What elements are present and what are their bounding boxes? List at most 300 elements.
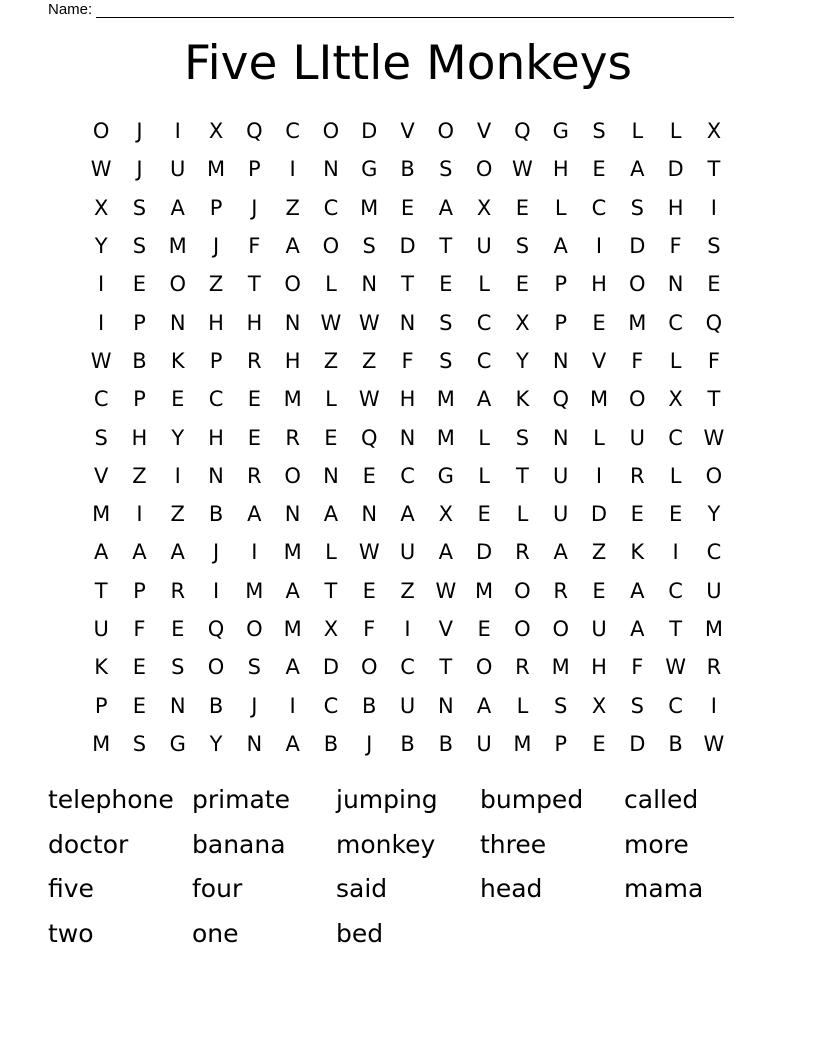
grid-letter[interactable]: J <box>366 731 373 756</box>
grid-letter[interactable]: E <box>592 310 606 335</box>
grid-letter[interactable]: Q <box>514 119 531 144</box>
grid-letter[interactable]: N <box>361 502 378 527</box>
grid-letter[interactable]: M <box>206 157 226 182</box>
grid-letter[interactable]: Z <box>323 348 339 373</box>
grid-letter[interactable]: S <box>630 693 644 718</box>
grid-letter[interactable]: A <box>438 540 453 565</box>
grid-letter[interactable]: X <box>93 195 109 220</box>
word-list-item: bed <box>336 918 384 948</box>
grid-letter[interactable]: O <box>207 655 225 680</box>
grid-letter[interactable]: P <box>554 731 568 756</box>
grid-letter[interactable]: Z <box>208 272 224 297</box>
grid-letter[interactable]: S <box>171 655 185 680</box>
grid-letter[interactable]: O <box>629 387 646 412</box>
grid-letter[interactable]: N <box>552 348 569 373</box>
grid-letter[interactable]: A <box>170 195 185 220</box>
grid-letter[interactable]: U <box>399 540 416 565</box>
grid-letter[interactable]: F <box>631 348 644 373</box>
grid-letter[interactable]: D <box>629 731 646 756</box>
grid-letter[interactable]: V <box>400 119 415 144</box>
grid-letter[interactable]: X <box>706 119 722 144</box>
grid-letter[interactable]: S <box>707 234 721 259</box>
grid-letter[interactable]: K <box>630 540 645 565</box>
grid-letter[interactable]: Q <box>360 425 378 450</box>
grid-letter[interactable]: A <box>285 731 300 756</box>
grid-letter[interactable]: A <box>285 655 300 680</box>
grid-letter[interactable]: L <box>631 119 644 144</box>
grid-letter[interactable]: O <box>514 578 531 603</box>
grid-letter[interactable]: E <box>132 655 147 680</box>
grid-letter[interactable]: Z <box>132 463 147 488</box>
grid-letter[interactable]: R <box>247 348 262 373</box>
grid-letter[interactable]: S <box>132 731 147 756</box>
grid-letter[interactable]: R <box>170 578 186 603</box>
grid-letter[interactable]: G <box>552 119 569 144</box>
grid-letter[interactable]: M <box>360 195 379 220</box>
grid-letter[interactable]: C <box>323 693 339 718</box>
grid-letter[interactable]: T <box>247 272 261 297</box>
grid-letter[interactable]: B <box>323 731 339 756</box>
word-list-item: jumping <box>336 785 438 814</box>
grid-letter[interactable]: A <box>553 540 568 565</box>
grid-letter[interactable]: U <box>476 234 492 259</box>
grid-letter[interactable]: I <box>174 119 181 144</box>
grid-letter[interactable]: Z <box>362 348 377 373</box>
grid-letter[interactable]: X <box>476 195 492 220</box>
grid-letter[interactable]: D <box>590 502 608 527</box>
grid-letter[interactable]: H <box>552 157 569 182</box>
grid-letter[interactable]: H <box>246 310 263 335</box>
grid-letter[interactable]: D <box>322 655 340 680</box>
grid-letter[interactable]: O <box>322 119 340 144</box>
grid-letter[interactable]: R <box>515 655 530 680</box>
grid-letter[interactable]: B <box>438 731 454 756</box>
grid-letter[interactable]: Y <box>94 234 108 259</box>
grid-letter[interactable]: C <box>668 425 683 450</box>
grid-letter[interactable]: L <box>325 540 337 565</box>
grid-letter[interactable]: E <box>592 578 606 603</box>
grid-letter[interactable]: S <box>132 195 147 220</box>
grid-letter[interactable]: W <box>358 387 380 412</box>
letter-grid <box>82 112 733 763</box>
grid-letter[interactable]: S <box>247 655 261 680</box>
grid-letter[interactable]: C <box>400 655 415 680</box>
grid-letter[interactable]: F <box>707 348 720 373</box>
grid-letter[interactable]: X <box>438 502 454 527</box>
grid-letter[interactable]: A <box>285 578 300 603</box>
grid-letter[interactable]: D <box>629 234 646 259</box>
grid-letter[interactable]: F <box>631 655 644 680</box>
grid-letter[interactable]: S <box>515 234 530 259</box>
grid-letter[interactable]: Y <box>707 502 721 527</box>
grid-letter[interactable]: P <box>554 272 568 297</box>
grid-letter[interactable]: U <box>706 578 722 603</box>
grid-letter[interactable]: B <box>400 157 415 182</box>
grid-letter[interactable]: L <box>593 425 605 450</box>
grid-letter[interactable]: M <box>475 578 494 603</box>
grid-letter[interactable]: A <box>400 502 415 527</box>
grid-letter[interactable]: E <box>515 195 530 220</box>
grid-letter[interactable]: C <box>323 195 339 220</box>
grid-letter[interactable]: N <box>323 463 339 488</box>
grid-letter[interactable]: V <box>438 617 453 641</box>
grid-letter[interactable]: O <box>629 272 646 297</box>
grid-letter[interactable]: L <box>478 425 490 450</box>
grid-letter[interactable]: O <box>322 234 340 259</box>
grid-letter[interactable]: B <box>208 502 224 527</box>
grid-letter[interactable]: E <box>707 272 721 297</box>
grid-letter[interactable]: B <box>208 693 224 718</box>
grid-letter[interactable]: L <box>669 119 682 144</box>
grid-letter[interactable]: N <box>208 463 224 488</box>
grid-letter[interactable]: E <box>362 578 376 603</box>
word-list-item: mama <box>624 874 704 903</box>
grid-letter[interactable]: N <box>361 272 378 297</box>
grid-letter[interactable]: S <box>362 234 376 259</box>
grid-letter[interactable]: O <box>360 655 378 680</box>
grid-letter[interactable]: C <box>476 348 492 373</box>
grid-letter[interactable]: N <box>284 502 301 527</box>
grid-letter[interactable]: E <box>324 425 338 450</box>
grid-letter[interactable]: O <box>552 617 569 641</box>
grid-letter[interactable]: A <box>438 195 453 220</box>
grid-letter[interactable]: E <box>247 387 261 412</box>
grid-letter[interactable]: L <box>669 463 682 488</box>
grid-letter[interactable]: R <box>285 425 300 450</box>
grid-letter[interactable]: C <box>93 387 109 412</box>
grid-letter[interactable]: I <box>98 310 105 335</box>
grid-letter[interactable]: S <box>439 310 453 335</box>
grid-letter[interactable]: M <box>551 655 570 680</box>
grid-letter[interactable]: L <box>478 463 490 488</box>
grid-letter[interactable]: P <box>554 310 568 335</box>
grid-letter[interactable]: M <box>92 502 111 527</box>
grid-letter[interactable]: H <box>284 348 301 373</box>
grid-letter[interactable]: R <box>247 463 262 488</box>
grid-letter[interactable]: S <box>132 234 147 259</box>
grid-letter[interactable]: K <box>94 655 109 680</box>
grid-letter[interactable]: N <box>399 425 416 450</box>
grid-letter[interactable]: T <box>94 578 108 603</box>
grid-letter[interactable]: E <box>668 502 683 527</box>
grid-letter[interactable]: I <box>289 693 296 718</box>
grid-letter[interactable]: Q <box>552 387 569 412</box>
grid-letter[interactable]: U <box>93 617 109 641</box>
grid-letter[interactable]: E <box>477 502 491 527</box>
grid-letter[interactable]: S <box>439 157 453 182</box>
grid-letter[interactable]: W <box>358 540 380 565</box>
grid-letter[interactable]: Z <box>591 540 607 565</box>
grid-letter[interactable]: M <box>283 387 302 412</box>
grid-letter[interactable]: L <box>325 272 337 297</box>
grid-letter[interactable]: N <box>246 731 263 756</box>
grid-letter[interactable]: M <box>283 540 302 565</box>
grid-letter[interactable]: R <box>630 463 645 488</box>
grid-letter[interactable]: E <box>630 502 644 527</box>
grid-letter[interactable]: I <box>710 195 717 220</box>
grid-letter[interactable]: D <box>361 119 378 144</box>
grid-letter[interactable]: M <box>436 387 455 412</box>
grid-letter[interactable]: H <box>591 655 607 680</box>
grid-letter[interactable]: T <box>324 578 338 603</box>
grid-letter[interactable]: H <box>131 425 148 450</box>
grid-letter[interactable]: M <box>92 731 111 756</box>
grid-letter[interactable]: E <box>439 272 453 297</box>
grid-letter[interactable]: W <box>512 157 533 182</box>
grid-letter[interactable]: M <box>704 617 723 641</box>
grid-letter[interactable]: A <box>285 234 300 259</box>
grid-letter[interactable]: H <box>399 387 416 412</box>
grid-letter[interactable]: F <box>133 617 146 641</box>
grid-letter[interactable]: V <box>93 463 109 488</box>
grid-letter[interactable]: A <box>93 540 109 565</box>
grid-letter[interactable]: O <box>92 119 110 144</box>
grid-letter[interactable]: C <box>591 195 607 220</box>
grid-letter[interactable]: E <box>247 425 261 450</box>
word-list-item: doctor <box>48 829 129 859</box>
grid-letter[interactable]: Z <box>285 195 300 220</box>
grid-letter[interactable]: F <box>363 617 376 641</box>
grid-letter[interactable]: B <box>400 731 415 756</box>
grid-letter[interactable]: D <box>399 234 416 259</box>
grid-letter[interactable]: L <box>516 693 529 718</box>
grid-letter[interactable]: N <box>169 310 186 335</box>
grid-letter[interactable]: P <box>209 348 223 373</box>
grid-letter[interactable]: E <box>132 693 147 718</box>
grid-letter[interactable]: Q <box>207 617 225 641</box>
grid-letter[interactable]: J <box>251 693 258 718</box>
grid-letter[interactable]: J <box>251 195 258 220</box>
grid-letter[interactable]: S <box>592 119 606 144</box>
grid-letter[interactable]: W <box>435 578 457 603</box>
grid-letter[interactable]: T <box>669 617 683 641</box>
grid-letter[interactable]: C <box>668 578 683 603</box>
name-blank-line[interactable] <box>96 2 734 18</box>
grid-letter[interactable]: N <box>552 425 569 450</box>
grid-letter[interactable]: O <box>514 617 531 641</box>
grid-letter[interactable]: C <box>400 463 415 488</box>
grid-letter[interactable]: A <box>553 234 568 259</box>
grid-letter[interactable]: W <box>703 425 725 450</box>
grid-letter[interactable]: T <box>439 655 453 680</box>
grid-letter[interactable]: N <box>169 693 186 718</box>
grid-letter[interactable]: E <box>132 272 147 297</box>
grid-letter[interactable]: P <box>133 310 146 335</box>
grid-letter[interactable]: I <box>212 578 220 603</box>
grid-letter[interactable]: O <box>246 617 263 641</box>
grid-letter[interactable]: W <box>358 310 380 335</box>
name-label: Name: <box>48 1 93 18</box>
grid-letter[interactable]: D <box>476 540 493 565</box>
grid-letter[interactable]: M <box>436 425 455 450</box>
grid-letter[interactable]: Y <box>171 425 185 450</box>
grid-letter[interactable]: M <box>283 617 302 641</box>
grid-letter[interactable]: W <box>90 348 112 373</box>
grid-letter[interactable]: O <box>169 272 186 297</box>
grid-letter[interactable]: Y <box>516 348 529 373</box>
grid-letter[interactable]: O <box>284 463 301 488</box>
grid-letter[interactable]: I <box>672 540 679 565</box>
grid-letter[interactable]: I <box>710 693 717 718</box>
grid-letter[interactable]: W <box>90 157 112 182</box>
grid-letter[interactable]: C <box>668 310 683 335</box>
grid-letter[interactable]: H <box>208 310 224 335</box>
grid-letter[interactable]: G <box>437 463 454 488</box>
grid-letter[interactable]: X <box>591 693 607 718</box>
grid-letter[interactable]: U <box>591 617 607 641</box>
grid-letter[interactable]: O <box>705 463 723 488</box>
grid-letter[interactable]: A <box>630 617 645 641</box>
grid-letter[interactable]: L <box>325 387 337 412</box>
grid-letter[interactable]: B <box>132 348 147 373</box>
grid-letter[interactable]: E <box>515 272 530 297</box>
grid-letter[interactable]: P <box>94 693 108 718</box>
grid-letter[interactable]: J <box>212 540 220 565</box>
grid-letter[interactable]: A <box>476 693 492 718</box>
grid-letter[interactable]: E <box>171 617 185 641</box>
grid-letter[interactable]: H <box>667 195 684 220</box>
grid-letter[interactable]: A <box>247 502 262 527</box>
grid-letter[interactable]: S <box>630 195 644 220</box>
grid-letter[interactable]: N <box>323 157 339 182</box>
grid-letter[interactable]: K <box>170 348 185 373</box>
grid-letter[interactable]: M <box>168 234 187 259</box>
grid-letter[interactable]: H <box>208 425 224 450</box>
grid-letter[interactable]: N <box>399 310 416 335</box>
grid-letter[interactable]: I <box>136 502 143 527</box>
grid-letter[interactable]: S <box>94 425 108 450</box>
grid-letter[interactable]: I <box>595 463 603 488</box>
grid-letter[interactable]: Z <box>400 578 415 603</box>
grid-letter[interactable]: P <box>248 157 261 182</box>
grid-letter[interactable]: A <box>630 578 645 603</box>
grid-letter[interactable]: J <box>212 234 220 259</box>
grid-letter[interactable]: K <box>515 387 530 412</box>
grid-letter[interactable]: U <box>399 693 416 718</box>
grid-letter[interactable]: U <box>553 463 569 488</box>
grid-letter[interactable]: O <box>475 655 493 680</box>
grid-letter[interactable]: R <box>553 578 568 603</box>
grid-letter[interactable]: I <box>251 540 258 565</box>
grid-letter[interactable]: L <box>478 272 490 297</box>
grid-letter[interactable]: N <box>667 272 684 297</box>
grid-letter[interactable]: X <box>668 387 683 412</box>
grid-letter[interactable]: W <box>703 731 725 756</box>
grid-letter[interactable]: A <box>630 157 645 182</box>
grid-letter[interactable]: E <box>362 463 376 488</box>
grid-letter[interactable]: U <box>170 157 186 182</box>
grid-letter[interactable]: F <box>248 234 261 259</box>
grid-letter[interactable]: I <box>174 463 181 488</box>
word-list-item: bumped <box>480 785 584 814</box>
grid-letter[interactable]: E <box>477 617 491 641</box>
grid-letter[interactable]: R <box>706 655 722 680</box>
grid-letter[interactable]: O <box>284 272 301 297</box>
grid-letter[interactable]: H <box>591 272 607 297</box>
grid-letter[interactable]: T <box>707 387 721 412</box>
grid-letter[interactable]: A <box>323 502 339 527</box>
grid-letter[interactable]: C <box>706 540 722 565</box>
grid-letter[interactable]: J <box>136 119 143 144</box>
grid-letter[interactable]: M <box>628 310 647 335</box>
grid-letter[interactable]: D <box>667 157 684 182</box>
grid-letter[interactable]: S <box>554 693 568 718</box>
grid-letter[interactable]: M <box>513 731 532 756</box>
grid-letter[interactable]: P <box>133 578 146 603</box>
grid-letter[interactable]: W <box>665 655 686 680</box>
grid-letter[interactable]: C <box>208 387 224 412</box>
grid-letter[interactable]: N <box>284 310 301 335</box>
grid-letter[interactable]: T <box>516 463 529 488</box>
grid-letter[interactable]: U <box>476 731 492 756</box>
grid-letter[interactable]: L <box>554 195 567 220</box>
grid-letter[interactable]: A <box>132 540 147 565</box>
grid-letter[interactable]: P <box>209 195 223 220</box>
grid-letter[interactable]: O <box>437 119 455 144</box>
grid-letter[interactable]: X <box>323 617 339 641</box>
grid-letter[interactable]: O <box>475 157 493 182</box>
grid-letter[interactable]: T <box>401 272 414 297</box>
grid-letter[interactable]: I <box>98 272 105 297</box>
word-list-item: head <box>480 874 543 903</box>
grid-letter[interactable]: F <box>401 348 414 373</box>
grid-letter[interactable]: A <box>170 540 185 565</box>
grid-letter[interactable]: N <box>437 693 454 718</box>
grid-letter[interactable]: C <box>668 693 683 718</box>
grid-letter[interactable]: F <box>669 234 682 259</box>
grid-letter[interactable]: P <box>133 387 146 412</box>
grid-letter[interactable]: U <box>553 502 569 527</box>
grid-letter[interactable]: A <box>476 387 492 412</box>
grid-letter[interactable]: T <box>439 234 453 259</box>
grid-letter[interactable]: B <box>668 731 683 756</box>
grid-letter[interactable]: X <box>515 310 530 335</box>
grid-letter[interactable]: S <box>439 348 453 373</box>
word-list-item: monkey <box>336 829 436 859</box>
grid-letter[interactable]: L <box>669 348 682 373</box>
grid-letter[interactable]: R <box>515 540 530 565</box>
grid-letter[interactable]: S <box>515 425 530 450</box>
grid-letter[interactable]: Q <box>246 119 263 144</box>
grid-letter[interactable]: J <box>136 157 143 182</box>
grid-letter[interactable]: W <box>320 310 342 335</box>
grid-letter[interactable]: I <box>289 157 296 182</box>
grid-letter[interactable]: E <box>592 157 606 182</box>
grid-letter[interactable]: Y <box>209 731 223 756</box>
grid-letter[interactable]: B <box>362 693 377 718</box>
grid-letter[interactable]: C <box>285 119 300 144</box>
grid-letter[interactable]: U <box>629 425 645 450</box>
grid-letter[interactable]: M <box>245 578 264 603</box>
grid-letter[interactable]: M <box>589 387 609 412</box>
grid-letter[interactable]: V <box>591 348 607 373</box>
grid-letter[interactable]: Q <box>705 310 723 335</box>
grid-letter[interactable]: G <box>169 731 186 756</box>
grid-letter[interactable]: I <box>404 617 411 641</box>
grid-letter[interactable]: X <box>208 119 224 144</box>
grid-letter[interactable]: I <box>595 234 603 259</box>
grid-letter[interactable]: V <box>476 119 492 144</box>
grid-letter[interactable]: E <box>592 731 606 756</box>
grid-letter[interactable]: E <box>400 195 415 220</box>
word-list-item: said <box>336 874 388 903</box>
grid-letter[interactable]: L <box>516 502 529 527</box>
grid-letter[interactable]: C <box>476 310 492 335</box>
grid-letter[interactable]: E <box>171 387 185 412</box>
grid-letter[interactable]: Z <box>170 502 185 527</box>
grid-letter[interactable]: G <box>361 157 378 182</box>
grid-letter[interactable]: T <box>707 157 721 182</box>
